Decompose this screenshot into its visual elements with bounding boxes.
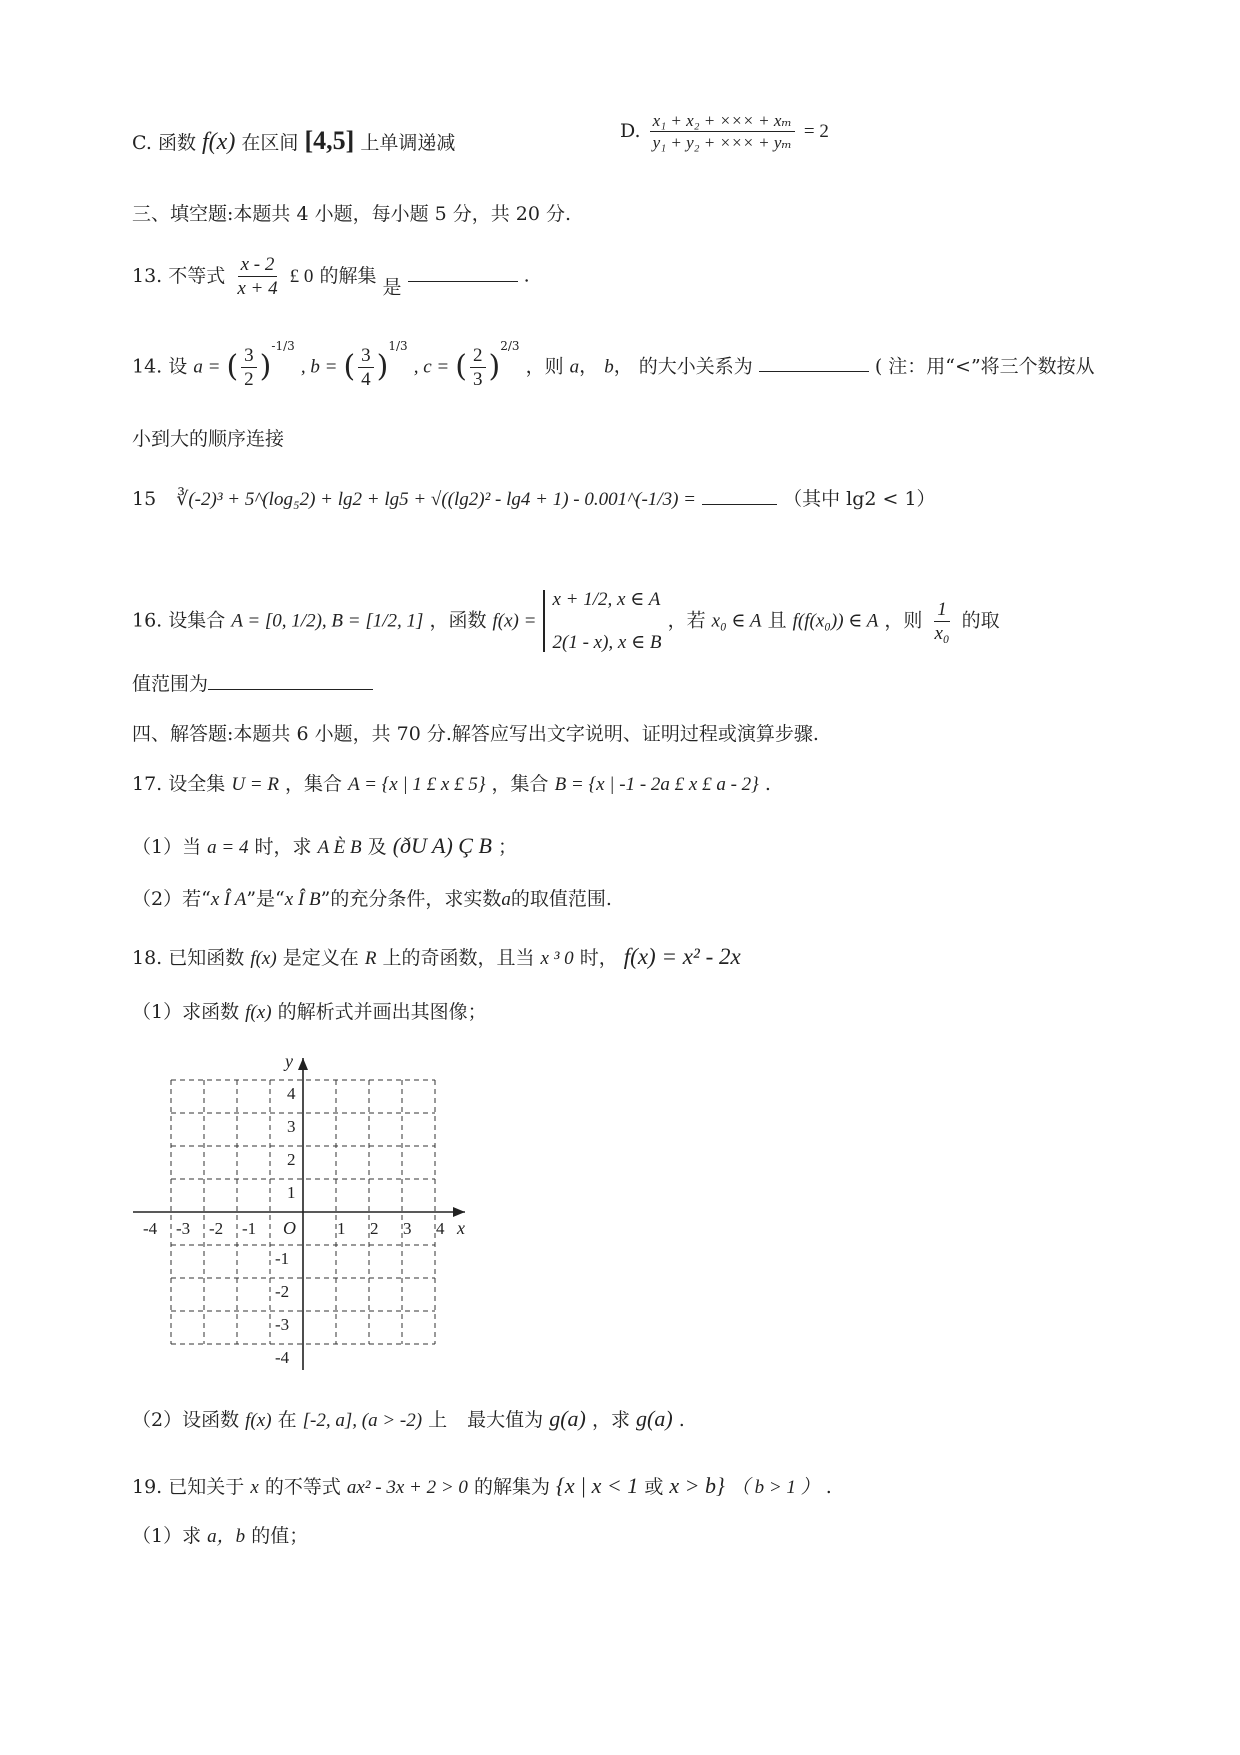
x-tick: 2 bbox=[370, 1219, 379, 1238]
x-tick: -4 bbox=[143, 1219, 158, 1238]
x-tick: 1 bbox=[337, 1219, 346, 1238]
x-tick: 3 bbox=[403, 1219, 412, 1238]
question-18: 18. 已知函数 f(x) 是定义在 R 上的奇函数，且当 x ³ 0 时， f(x) = x² - 2x bbox=[132, 944, 741, 969]
question-16-line2: 值范围为 bbox=[132, 675, 373, 694]
y-tick: -1 bbox=[275, 1249, 290, 1268]
y-tick: -2 bbox=[275, 1282, 290, 1301]
coordinate-grid bbox=[125, 1040, 465, 1375]
y-tick: 2 bbox=[287, 1150, 296, 1169]
answer-blank[interactable] bbox=[702, 503, 777, 505]
section-3-heading: 三、填空题:本题共 4 小题，每小题 5 分，共 20 分. bbox=[132, 203, 572, 225]
y-tick: 1 bbox=[287, 1183, 296, 1202]
x-tick: -2 bbox=[209, 1219, 224, 1238]
q15-expression: ∛(-2)³ + 5^(log₅2) + lg2 + lg5 + √((lg2)² - lg4 + 1) - 0.001^(-1/3) = bbox=[176, 489, 696, 510]
option-d-fraction: $\frac{\text{x₁ + x₂ + ××× + xₘ}}{\text{y₁ + y₂ + ××× + yₘ}}$ bbox=[650, 112, 795, 151]
section-4-heading: 四、解答题:本题共 6 小题，共 70 分.解答应写出文字说明、证明过程或演算步骤. bbox=[132, 723, 819, 745]
q12-option-d: D. $\frac{\text{x₁ + x₂ + ××× + xₘ}}{\text{y₁ + y₂ + ××× + yₘ}}$ = 2 bbox=[620, 111, 829, 152]
q12-option-c: C. 函数 f(x) 在区间 [4,5] 上单调递减 bbox=[132, 126, 456, 155]
x-tick: -3 bbox=[176, 1219, 191, 1238]
question-17-part1: （1）当 a = 4 时，求 A È B 及 (ðU A) Ç B ； bbox=[132, 833, 517, 858]
answer-blank[interactable] bbox=[408, 280, 518, 282]
y-tick: 3 bbox=[287, 1117, 296, 1136]
y-tick: 4 bbox=[287, 1084, 296, 1103]
question-15: 15 ∛(-2)³ + 5^(log₅2) + lg2 + lg5 + √((lg2)² - lg4 + 1) - 0.001^(-1/3) = （其中 lg2 < 1） bbox=[132, 488, 936, 510]
q13-fraction: $\frac{x - 2}{x + 4}$ bbox=[237, 254, 278, 299]
y-axis-arrow bbox=[298, 1058, 308, 1070]
x-axis-arrow bbox=[453, 1207, 465, 1217]
question-18-part2: （2）设函数 f(x) 在 [-2, a], (a > -2) 上 最大值为 g(a) ，求 g(a) . bbox=[132, 1406, 685, 1431]
question-17-part2: （2）若“x Î A”是“x Î B”的充分条件，求实数a的取值范围. bbox=[132, 888, 612, 910]
question-18-part1: （1）求函数 f(x) 的解析式并画出其图像； bbox=[132, 1001, 487, 1023]
q16-piecewise: x + 1/2, x ∈ A 2(1 - x), x ∈ B bbox=[543, 590, 662, 652]
x-tick: -1 bbox=[242, 1219, 257, 1238]
y-tick: -4 bbox=[275, 1348, 290, 1367]
question-19-part1: （1）求 a，b 的值； bbox=[132, 1525, 309, 1547]
question-13: 13. 不等式 $\frac{x - 2}{x + 4}$ £ 0 的解集 是 . bbox=[132, 254, 530, 299]
question-14: 14. 设 a = ( $\frac{3}{2}$ )$^{-1/3}$ , b = ( $\frac{3}{4}$ )$^{1/3}$ , c = ( $\frac{2}{3}$ )$^{2/3}$ ，则 a， b， 的大小关系为 ( 注：用“<”将三个数按从 bbox=[132, 339, 1095, 390]
q14-c-power: ( $\frac{2}{3}$ )$^{2/3}$ bbox=[455, 339, 520, 390]
question-19: 19. 已知关于 x 的不等式 ax² - 3x + 2 > 0 的解集为 {x | x < 1 或 x > b} （ b > 1 ） . bbox=[132, 1473, 832, 1498]
answer-blank[interactable] bbox=[208, 688, 373, 690]
y-tick: -3 bbox=[275, 1315, 290, 1334]
question-16: 16. 设集合 A = [0, 1/2), B = [1/2, 1] ，函数 f(x) = x + 1/2, x ∈ A 2(1 - x), x ∈ B ，若 x₀ ∈ A 且 f(f(x₀)) ∈ A ，则 $\frac{1}{\text{x₀}}$ 的取 bbox=[132, 589, 1000, 653]
option-label: C. bbox=[132, 132, 152, 154]
q14-b-power: ( $\frac{3}{4}$ )$^{1/3}$ bbox=[343, 339, 408, 390]
origin-label: O bbox=[283, 1218, 296, 1238]
x-tick: 4 bbox=[436, 1219, 445, 1238]
answer-blank[interactable] bbox=[759, 370, 869, 372]
q16-fraction: $\frac{1}{\text{x₀}}$ bbox=[934, 598, 950, 644]
y-axis-label: y bbox=[285, 1051, 293, 1071]
question-14-line2: 小到大的顺序连接 bbox=[132, 428, 285, 450]
x-axis-label: x bbox=[457, 1218, 465, 1238]
question-17: 17. 设全集 U = R ，集合 A = {x | 1 £ x £ 5} ，集合 B = {x | -1 - 2a £ x £ a - 2} . bbox=[132, 773, 771, 795]
q14-a-power: ( $\frac{3}{2}$ )$^{-1/3}$ bbox=[226, 339, 295, 390]
